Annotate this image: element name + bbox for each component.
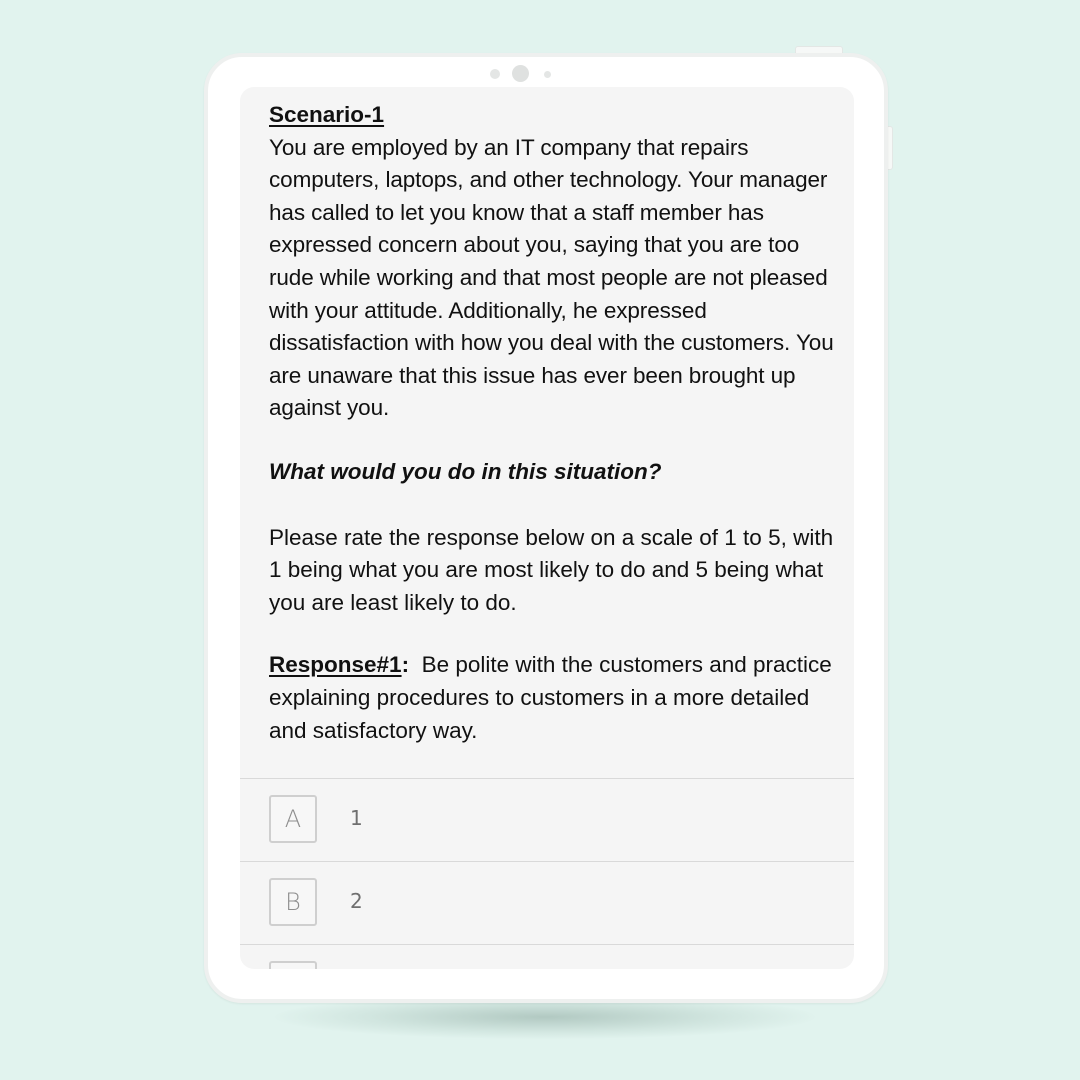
option-a[interactable]	[240, 778, 854, 861]
response-text: Be polite with the customers and practice explaining procedures to customers in a more detailed and satisfactory way.	[269, 652, 832, 743]
scenario-text: You are employed by an IT company that repairs computers, laptops, and other technology. Your manager has called to let you know that a staff member has expressed concern about you, saying that you are too rude while working and that most people are not pleased with your attitude. Additionally, he expressed dissatisfaction with how you deal with the customers. You are unaware that this issue has ever been brought up against you.	[269, 134, 834, 421]
response-label: Response#1	[269, 652, 402, 678]
option-value: 1	[350, 806, 363, 830]
response-block	[269, 649, 834, 747]
response-separator: :	[401, 652, 410, 678]
rating-instructions: Please rate the response below on a scale of 1 to 5, with 1 being what you are most likely to do and 5 being what you are least likely to do.	[269, 524, 834, 615]
question-prompt: What would you do in this situation?	[269, 458, 662, 484]
option-key-badge	[269, 961, 317, 969]
answer-options	[240, 778, 854, 969]
screen	[240, 87, 854, 969]
option-key-badge: A	[269, 795, 317, 843]
tablet-frame	[204, 53, 888, 1003]
question-card	[269, 99, 834, 747]
sensor-icon	[490, 69, 500, 79]
scenario-title: Scenario-1	[269, 102, 385, 127]
option-c[interactable]	[240, 944, 854, 969]
option-b[interactable]	[240, 861, 854, 944]
option-key-badge: B	[269, 878, 317, 926]
camera-icon	[512, 65, 529, 82]
option-value: 2	[350, 889, 363, 913]
sensor-icon	[544, 71, 551, 78]
